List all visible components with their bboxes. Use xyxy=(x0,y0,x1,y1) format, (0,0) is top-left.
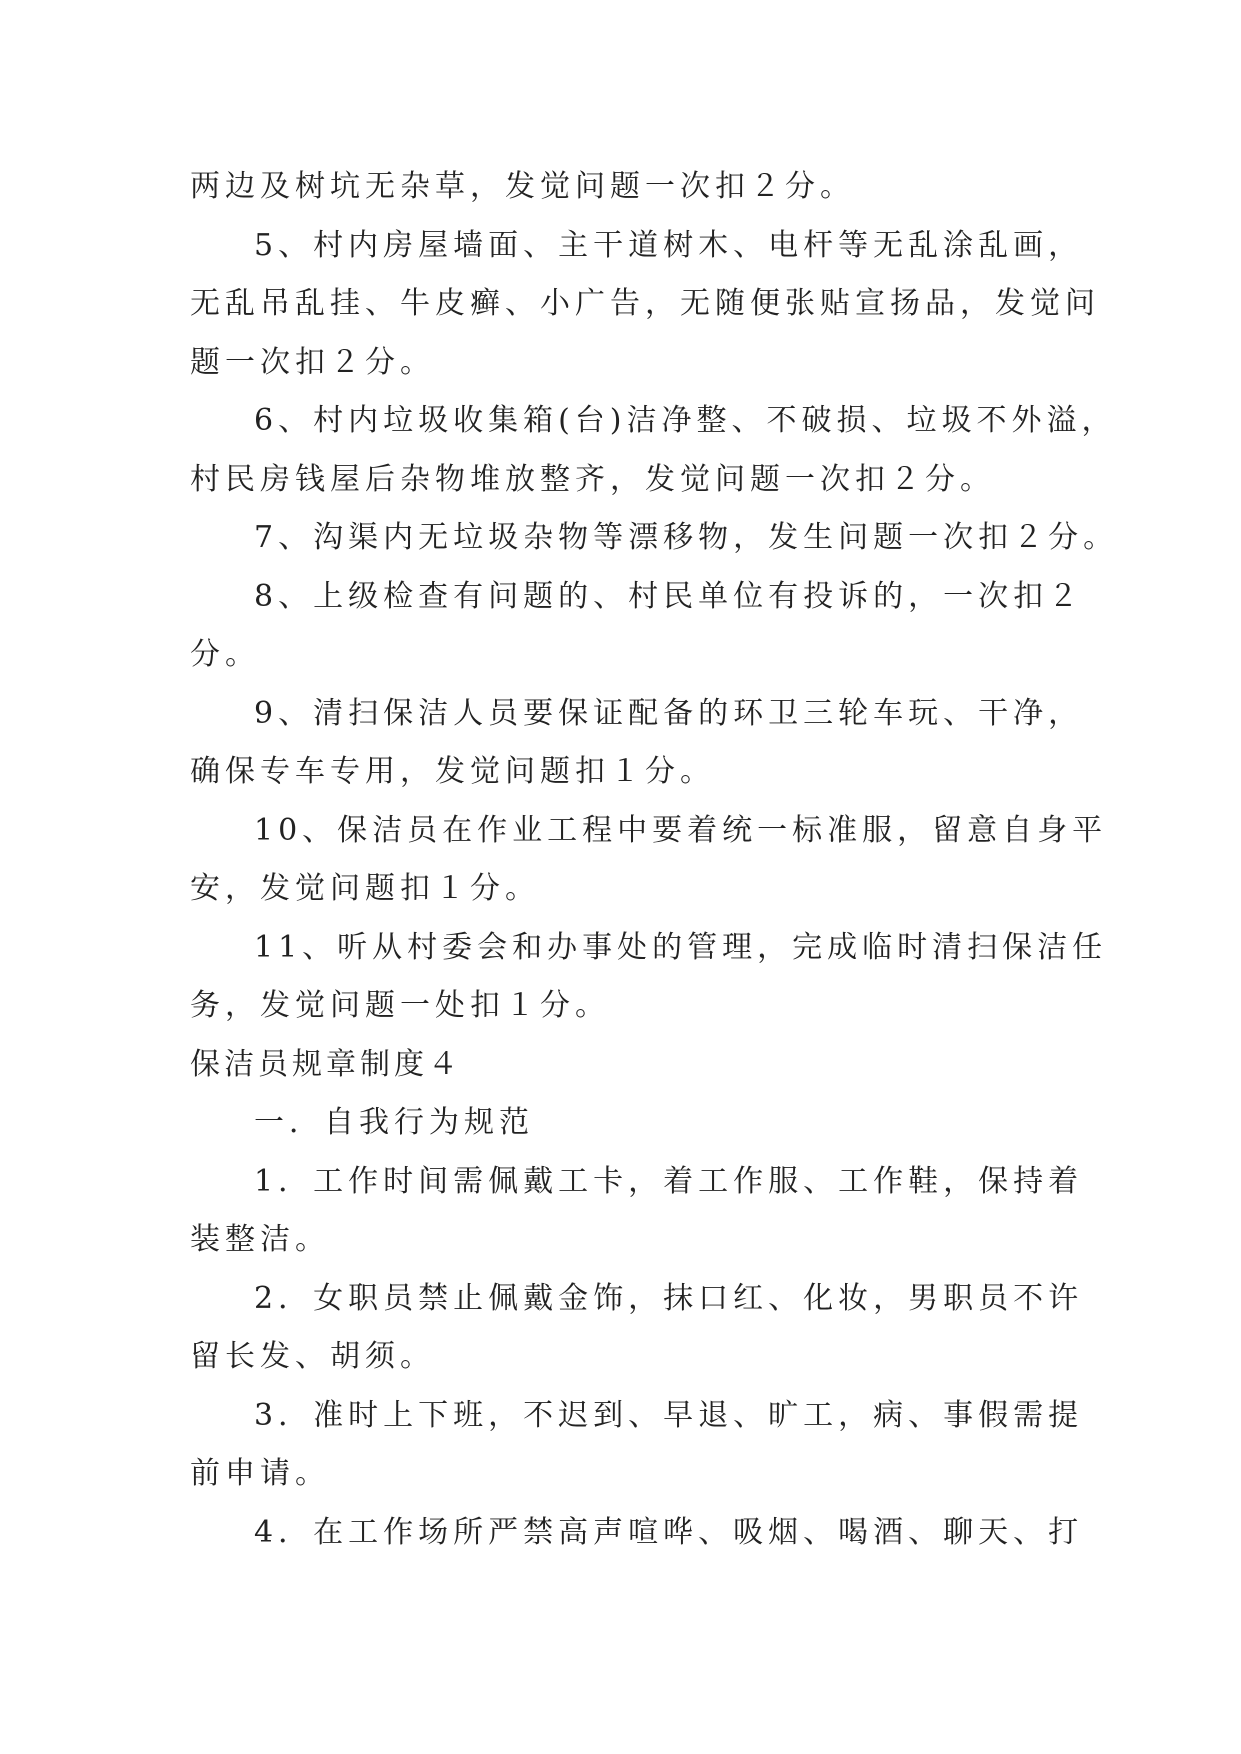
paragraph-line: 无乱吊乱挂、牛皮癣、小广告，无随便张贴宣扬品，发觉问 xyxy=(190,286,1100,321)
paragraph-line: 2．女职员禁止佩戴金饰，抹口红、化妆，男职员不许 xyxy=(254,1280,1084,1316)
section-heading: 保洁员规章制度４ xyxy=(190,1046,462,1082)
paragraph-line: 3．准时上下班，不迟到、早退、旷工，病、事假需提 xyxy=(254,1397,1084,1433)
paragraph-line: 确保专车专用，发觉问题扣１分。 xyxy=(190,754,715,789)
paragraph-line: 两边及树坑无杂草，发觉问题一次扣２分。 xyxy=(190,169,855,204)
paragraph-line: 9、清扫保洁人员要保证配备的环卫三轮车玩、干净， xyxy=(254,695,1084,731)
paragraph-line: 安，发觉问题扣１分。 xyxy=(190,871,540,906)
paragraph-line: 装整洁。 xyxy=(190,1222,330,1257)
paragraph-line: 1．工作时间需佩戴工卡，着工作服、工作鞋，保持着 xyxy=(254,1163,1084,1199)
subsection-heading: 一．自我行为规范 xyxy=(254,1105,534,1140)
paragraph-line: 11、听从村委会和办事处的管理，完成临时清扫保洁任 xyxy=(254,929,1108,965)
paragraph-line: 4．在工作场所严禁高声喧哗、吸烟、喝酒、聊天、打 xyxy=(254,1514,1084,1550)
paragraph-line: 10、保洁员在作业工程中要着统一标准服，留意自身平 xyxy=(254,812,1108,848)
paragraph-line: 前申请。 xyxy=(190,1456,330,1491)
paragraph-line: 7、沟渠内无垃圾杂物等漂移物，发生问题一次扣２分。 xyxy=(254,520,1119,555)
paragraph-line: 5、村内房屋墙面、主干道树木、电杆等无乱涂乱画， xyxy=(254,227,1084,263)
paragraph-line: 务，发觉问题一处扣１分。 xyxy=(190,988,610,1023)
paragraph-line: 题一次扣２分。 xyxy=(190,344,435,380)
document-body xyxy=(190,158,1119,1562)
paragraph-line: 村民房钱屋后杂物堆放整齐，发觉问题一次扣２分。 xyxy=(190,461,995,497)
paragraph-line: 6、村内垃圾收集箱(台)洁净整、不破损、垃圾不外溢， xyxy=(254,403,1117,438)
paragraph-line: 留长发、胡须。 xyxy=(190,1339,435,1374)
paragraph-line: 分。 xyxy=(190,637,260,672)
paragraph-line: 8、上级检查有问题的、村民单位有投诉的，一次扣２ xyxy=(254,578,1084,614)
